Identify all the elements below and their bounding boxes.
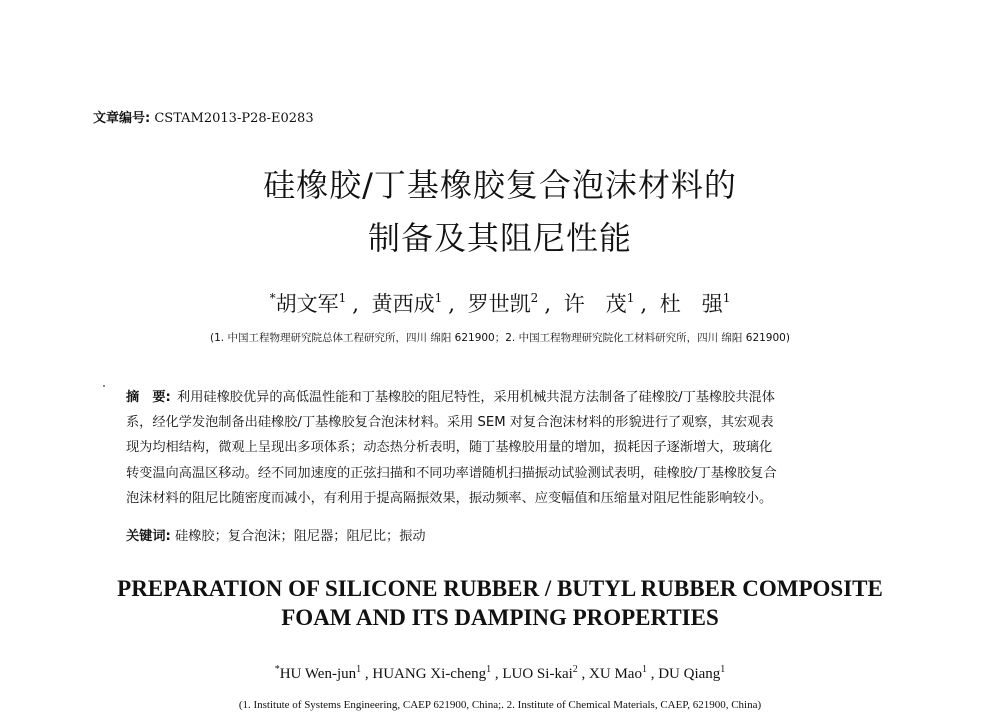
chinese-title-line-1: 硅橡胶/丁基橡胶复合泡沫材料的 (263, 166, 737, 204)
author-affiliation-number: 1 (720, 664, 726, 675)
abstract-line: 泡沫材料的阻尼比随密度而减小，有利用于提高隔振效果，振动频率、应变幅值和压缩量对阻尼性能影响较小。 (126, 490, 773, 506)
author-name: 胡文军 (275, 292, 339, 316)
author-affiliation-number: 1 (722, 291, 731, 305)
english-title-line-2: FOAM AND ITS DAMPING PROPERTIES (281, 605, 719, 630)
author-name: LUO Si-kai (502, 666, 573, 682)
author-affiliation-number: 1 (356, 664, 362, 675)
english-affiliation: (1. Institute of Systems Engineering, CAEP 621900, China;. 2. Institute of Chemical Materials, CAEP, 621900, China) (238, 699, 762, 711)
author-name: 杜 强 (659, 292, 723, 316)
keywords-value: 硅橡胶；复合泡沫；阻尼器；阻尼比；振动 (175, 529, 426, 544)
chinese-abstract (126, 385, 886, 511)
chinese-affiliation: (1. 中国工程物理研究院总体工程研究所，四川 绵阳 621900；2. 中国工程物理研究院化工材料研究所，四川 绵阳 621900) (210, 332, 790, 344)
keywords-label: 关键词: (126, 529, 171, 544)
author-name: HU Wen-jun (279, 666, 357, 682)
chinese-authors (0, 288, 1000, 318)
author-separator: , (491, 666, 499, 682)
author-affiliation-number: 1 (486, 664, 492, 675)
article-id-label: 文章编号: (93, 111, 151, 126)
article-id-value: CSTAM2013-P28-E0283 (154, 111, 314, 126)
author-name: HUANG Xi-cheng (372, 666, 487, 682)
scan-artifact-dot (103, 385, 105, 387)
author-affiliation-number: 1 (338, 291, 347, 305)
author-name: 黄西成 (371, 292, 435, 316)
english-authors (0, 664, 1000, 683)
chinese-title-line-2: 制备及其阻尼性能 (367, 219, 632, 257)
author-separator: , (646, 666, 655, 682)
article-id (93, 107, 314, 126)
author-affiliation-number: 2 (572, 664, 578, 675)
author-name: 许 茂 (563, 292, 627, 316)
corresponding-mark: * (274, 664, 280, 675)
author-name: DU Qiang (658, 666, 721, 682)
author-affiliation-number: 1 (434, 291, 443, 305)
abstract-line-text: 利用硅橡胶优异的高低温性能和丁基橡胶的阻尼特性，采用机械共混方法制备了硅橡胶/丁基橡胶共混体 (177, 390, 775, 405)
author-separator: , (640, 292, 648, 316)
author-affiliation-number: 2 (530, 291, 539, 305)
author-name: 罗世凯 (467, 292, 531, 316)
abstract-line: 转变温向高温区移动。经不同加速度的正弦扫描和不同功率谱随机扫描振动试验测试表明，硅橡胶/丁基橡胶复合 (126, 465, 777, 481)
abstract-line (126, 385, 886, 410)
chinese-keywords (126, 525, 426, 544)
author-separator: , (448, 292, 455, 316)
author-affiliation-number: 1 (641, 664, 647, 675)
author-name: XU Mao (589, 666, 642, 682)
author-separator: , (544, 292, 551, 316)
abstract-line: 现为均相结构，微观上呈现出多项体系；动态热分析表明，随丁基橡胶用量的增加，损耗因子逐渐增大，玻璃化 (126, 440, 773, 456)
abstract-label: 摘 要: (126, 390, 171, 405)
author-separator: , (352, 292, 359, 316)
english-title-line-1: PREPARATION OF SILICONE RUBBER / BUTYL RUBBER COMPOSITE (117, 576, 883, 601)
author-affiliation-number: 1 (626, 291, 635, 305)
author-separator: , (361, 666, 369, 682)
abstract-line: 系，经化学发泡制备出硅橡胶/丁基橡胶复合泡沫材料。采用 SEM 对复合泡沫材料的形貌进行了观察，其宏观表 (126, 415, 774, 431)
corresponding-mark: * (269, 291, 276, 305)
author-separator: , (577, 666, 586, 682)
